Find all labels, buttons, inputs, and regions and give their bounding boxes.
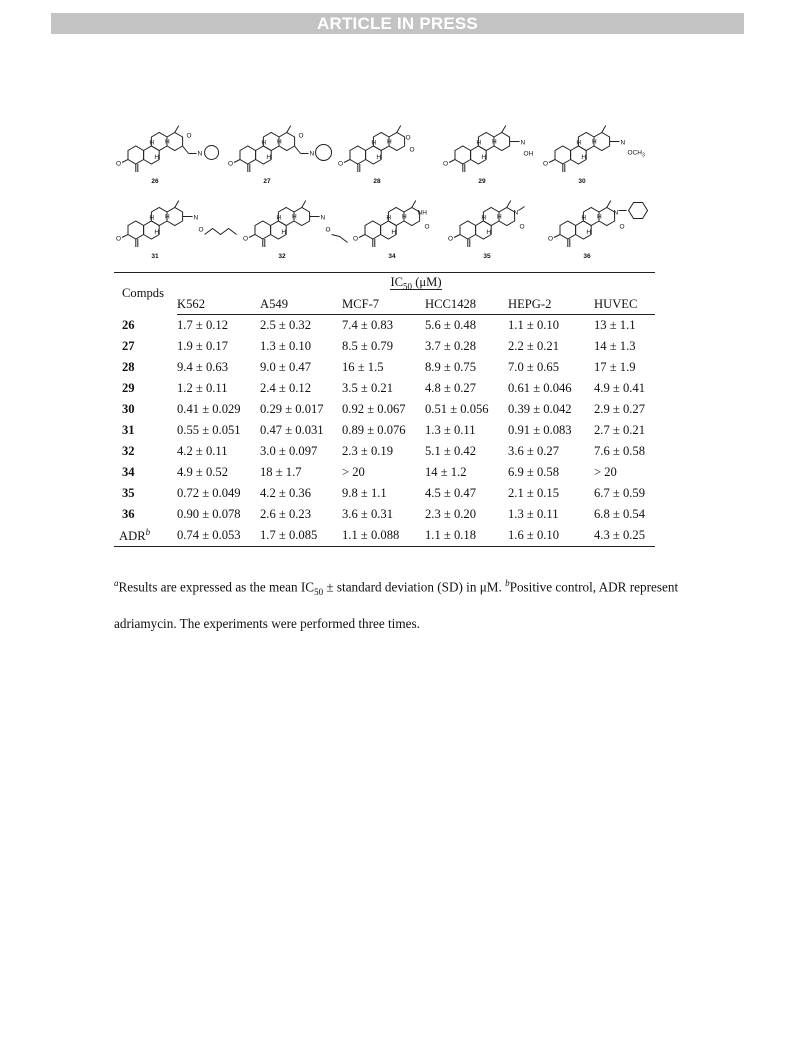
compound-structure (228, 126, 332, 186)
ic50-value-cell: 4.2 ± 0.11 (177, 444, 228, 458)
oxygen-label: O (338, 160, 344, 168)
ic50-value-cell: 3.0 ± 0.097 (260, 444, 318, 458)
table-header-row-2 (114, 294, 655, 315)
column-header: HCC1428 (425, 294, 508, 315)
table-row (114, 420, 655, 441)
ic50-value-cell: 1.7 ± 0.085 (260, 525, 342, 547)
compound-number: 31 (151, 253, 159, 260)
ic50-value-cell: 1.9 ± 0.17 (177, 339, 228, 353)
table-row (114, 378, 655, 399)
ic50-value-cell: 4.9 ± 0.41 (594, 381, 645, 395)
column-header: HUVEC (594, 294, 655, 315)
ic50-value-cell: 4.9 ± 0.52 (177, 465, 228, 479)
oxygen-label: O (186, 132, 192, 140)
compound-id: 36 (122, 507, 135, 521)
hydrogen-label: H (276, 214, 282, 222)
compound-id: 30 (122, 402, 135, 416)
chemical-structures-figure (110, 118, 690, 278)
ic50-value-cell: 0.55 ± 0.051 (177, 423, 241, 437)
compound-number: 35 (483, 253, 491, 260)
ic50-value-cell: 0.29 ± 0.017 (260, 402, 324, 416)
table-footnote (114, 568, 704, 639)
hydrogen-label: H (164, 213, 170, 221)
ic50-table (114, 272, 655, 547)
table-row (114, 336, 655, 357)
oxygen-label: O (243, 235, 249, 243)
ic50-value-cell: 0.39 ± 0.042 (508, 402, 572, 416)
compound-number: 32 (278, 253, 286, 260)
compound-id-cell (114, 525, 177, 547)
ic50-value-cell: 1.2 ± 0.11 (177, 381, 228, 395)
compound-id-cell (114, 462, 177, 483)
nitrogen-label: N (513, 209, 519, 217)
compound-id-cell (114, 399, 177, 420)
hydrogen-label: H (486, 229, 492, 236)
ic50-value-cell: 3.7 ± 0.28 (425, 339, 476, 353)
ic50-value-cell: 7.4 ± 0.83 (342, 318, 393, 332)
nitrogen-label: N (620, 139, 626, 147)
ic50-value-cell: 18 ± 1.7 (260, 465, 302, 479)
ic50-value-cell: 1.1 ± 0.18 (425, 525, 508, 547)
oxygen-label: O (619, 223, 625, 231)
nitrogen-label: N (193, 214, 199, 222)
table-header-row-1 (114, 273, 655, 295)
compound-structure (548, 201, 648, 261)
table-row (114, 315, 655, 337)
ic50-value-cell: 1.1 ± 0.088 (342, 525, 425, 547)
compound-structure (338, 126, 415, 186)
ic50-value-cell: 1.3 ± 0.11 (508, 507, 559, 521)
hydrogen-label: H (291, 213, 297, 221)
hydrogen-label: H (154, 154, 160, 161)
ic50-value-cell: 5.1 ± 0.42 (425, 444, 476, 458)
ic50-value-cell: 2.5 ± 0.32 (260, 318, 311, 332)
oxygen-label: O (405, 134, 411, 142)
oxygen-label: O (298, 132, 304, 140)
hydrogen-label: H (154, 229, 160, 236)
table-row (114, 462, 655, 483)
ic50-value-cell: 1.3 ± 0.11 (425, 423, 476, 437)
ic50-value-cell: 7.0 ± 0.65 (508, 360, 559, 374)
structures-svg (110, 118, 690, 278)
hydrogen-label: H (591, 138, 597, 146)
oxygen-label: O (198, 226, 204, 234)
compound-id: 34 (122, 465, 135, 479)
hydrogen-label: H (386, 138, 392, 146)
hydrogen-label: H (596, 213, 602, 221)
ic50-value-cell: 5.6 ± 0.48 (425, 318, 476, 332)
hydrogen-label: H (371, 139, 377, 147)
compound-footnote-marker: b (145, 526, 151, 537)
nitrogen-label: N (320, 214, 326, 222)
ic50-value-cell: 0.91 ± 0.083 (508, 423, 572, 437)
nitrogen-label: N (197, 150, 203, 158)
ic50-value-cell: 1.1 ± 0.10 (508, 318, 559, 332)
ic50-value-cell: 1.6 ± 0.10 (508, 525, 594, 547)
amine-label: NH (417, 209, 427, 217)
header-ic50-sub: 50 (403, 281, 413, 292)
hydrogen-label: H (386, 214, 392, 222)
compound-number: 29 (478, 178, 486, 185)
compound-number: 30 (578, 178, 586, 185)
table-row (114, 483, 655, 504)
ic50-value-cell: 13 ± 1.1 (594, 318, 636, 332)
oxygen-label: O (424, 223, 430, 231)
ic50-value-cell: 9.8 ± 1.1 (342, 486, 387, 500)
footnote-ic50-sub: 50 (314, 587, 324, 598)
oxygen-label: O (548, 235, 554, 243)
compound-structure (443, 126, 534, 186)
oxygen-label: O (228, 160, 234, 168)
ic50-value-cell: 0.89 ± 0.076 (342, 423, 406, 437)
compound-structure (543, 126, 645, 186)
compound-id-cell (114, 504, 177, 525)
footnote-text-1: Results are expressed as the mean IC (118, 579, 315, 595)
hydrogen-label: H (276, 138, 282, 146)
compound-id-cell (114, 420, 177, 441)
table-row (114, 357, 655, 378)
compound-structure (116, 201, 237, 261)
hydrogen-label: H (391, 229, 397, 236)
nitrogen-label: N (520, 139, 526, 147)
ic50-value-cell: 8.5 ± 0.79 (342, 339, 393, 353)
ic50-value-cell: 0.74 ± 0.053 (177, 525, 260, 547)
hydrogen-label: H (281, 229, 287, 236)
table-row (114, 441, 655, 462)
ic50-value-cell: 0.72 ± 0.049 (177, 486, 241, 500)
compound-id-cell (114, 441, 177, 462)
table-row (114, 504, 655, 525)
compound-id: 28 (122, 360, 135, 374)
nitrogen-label: N (309, 150, 315, 158)
compound-id: 32 (122, 444, 135, 458)
oxygen-label: O (325, 226, 331, 234)
hydrogen-label: H (581, 214, 587, 222)
footnote-b-marker: b (505, 578, 510, 588)
oxygen-label: O (543, 160, 549, 168)
article-in-press-banner: ARTICLE IN PRESS (51, 13, 744, 34)
footnote-a-marker: a (114, 578, 119, 588)
nitrogen-label: N (613, 209, 619, 217)
hydrogen-label: H (576, 139, 582, 147)
ic50-value-cell: 0.61 ± 0.046 (508, 381, 572, 395)
compound-id: ADR (119, 529, 146, 544)
compound-id: 31 (122, 423, 135, 437)
column-header: MCF-7 (342, 294, 425, 315)
ic50-value-cell: 2.3 ± 0.19 (342, 444, 393, 458)
compound-id-cell (114, 357, 177, 378)
hydrogen-label: H (586, 229, 592, 236)
compound-structure (116, 126, 219, 186)
header-ic50-label (390, 275, 441, 290)
ic50-value-cell: 3.6 ± 0.27 (508, 444, 559, 458)
ic50-value-cell: 14 ± 1.3 (594, 339, 636, 353)
compound-structure (448, 201, 525, 261)
ic50-value-cell: 7.6 ± 0.58 (594, 444, 645, 458)
ic50-value-cell: 2.1 ± 0.15 (508, 486, 559, 500)
ic50-value-cell: 1.7 ± 0.12 (177, 318, 228, 332)
header-ic50-main: IC (390, 275, 404, 290)
hydrogen-label: H (261, 139, 267, 147)
compound-number: 36 (583, 253, 591, 260)
ic50-value-cell: 2.3 ± 0.20 (425, 507, 476, 521)
compound-number: 27 (263, 178, 271, 185)
footnote-text-3: Positive control, ADR represent adriamycin. The experiments were performed three times. (114, 579, 679, 632)
ic50-value-cell: 14 ± 1.2 (425, 465, 467, 479)
compound-structure (353, 201, 430, 261)
ic50-value-cell: 17 ± 1.9 (594, 360, 636, 374)
oxygen-label: O (116, 160, 122, 168)
header-ic50-unit: (μM) (412, 275, 442, 290)
compound-number: 26 (151, 178, 159, 185)
ic50-value-cell: 4.2 ± 0.36 (260, 486, 311, 500)
hydrogen-label: H (491, 138, 497, 146)
column-header: A549 (260, 294, 342, 315)
compound-id-cell (114, 336, 177, 357)
ic50-value-cell: 0.92 ± 0.067 (342, 402, 406, 416)
oxygen-label: O (519, 223, 525, 231)
compound-number: 28 (373, 178, 381, 185)
methoxy-label: $OCH_3$ (627, 149, 645, 159)
column-header: HEPG-2 (508, 294, 594, 315)
ic50-value-cell: 2.6 ± 0.23 (260, 507, 311, 521)
compound-id: 35 (122, 486, 135, 500)
compound-structure (243, 201, 348, 261)
ic50-value-cell: 3.5 ± 0.21 (342, 381, 393, 395)
ic50-value-cell: 0.41 ± 0.029 (177, 402, 241, 416)
ic50-value-cell: > 20 (594, 465, 617, 479)
hydrogen-label: H (481, 214, 487, 222)
ic50-value-cell: 1.3 ± 0.10 (260, 339, 311, 353)
hydrogen-label: H (496, 213, 502, 221)
oxygen-label: O (116, 235, 122, 243)
table-row (114, 525, 655, 547)
hydrogen-label: H (481, 154, 487, 161)
table-body (114, 315, 655, 547)
compound-id-cell (114, 315, 177, 337)
compound-id-cell (114, 378, 177, 399)
column-header: K562 (177, 294, 260, 315)
ic50-value-cell: 2.4 ± 0.12 (260, 381, 311, 395)
ic50-value-cell: 16 ± 1.5 (342, 360, 384, 374)
ic50-value-cell: 0.90 ± 0.078 (177, 507, 241, 521)
footnote-text-2: ± standard deviation (SD) in μM. (323, 579, 506, 595)
table-row (114, 399, 655, 420)
hydrogen-label: H (401, 213, 407, 221)
ic50-value-cell: 4.5 ± 0.47 (425, 486, 476, 500)
hydroxyl-label: OH (523, 150, 534, 158)
hydrogen-label: H (476, 139, 482, 147)
compound-id: 29 (122, 381, 135, 395)
compound-id: 27 (122, 339, 135, 353)
hydrogen-label: H (376, 154, 382, 161)
ic50-value-cell: 2.7 ± 0.21 (594, 423, 645, 437)
compound-id-cell (114, 483, 177, 504)
ic50-value-cell: 9.4 ± 0.63 (177, 360, 228, 374)
ic50-value-cell: > 20 (342, 465, 365, 479)
header-compds: Compds (114, 273, 177, 315)
header-ic50-group (177, 273, 655, 295)
hydrogen-label: H (581, 154, 587, 161)
hydrogen-label: H (149, 214, 155, 222)
ic50-value-cell: 4.3 ± 0.25 (594, 525, 655, 547)
hydrogen-label: H (266, 154, 272, 161)
oxygen-label: O (443, 160, 449, 168)
ic50-value-cell: 2.9 ± 0.27 (594, 402, 645, 416)
ic50-value-cell: 0.51 ± 0.056 (425, 402, 489, 416)
oxygen-label: O (448, 235, 454, 243)
ic50-value-cell: 8.9 ± 0.75 (425, 360, 476, 374)
ic50-value-cell: 9.0 ± 0.47 (260, 360, 311, 374)
ic50-value-cell: 0.47 ± 0.031 (260, 423, 324, 437)
ic50-value-cell: 6.7 ± 0.59 (594, 486, 645, 500)
ic50-value-cell: 4.8 ± 0.27 (425, 381, 476, 395)
hydrogen-label: H (164, 138, 170, 146)
oxygen-label: O (409, 146, 415, 154)
hydrogen-label: H (149, 139, 155, 147)
ic50-value-cell: 6.9 ± 0.58 (508, 465, 559, 479)
ic50-value-cell: 3.6 ± 0.31 (342, 507, 393, 521)
oxygen-label: O (353, 235, 359, 243)
compound-id: 26 (122, 317, 135, 332)
ic50-value-cell: 2.2 ± 0.21 (508, 339, 559, 353)
ic50-value-cell: 6.8 ± 0.54 (594, 507, 645, 521)
compound-number: 34 (388, 253, 396, 260)
